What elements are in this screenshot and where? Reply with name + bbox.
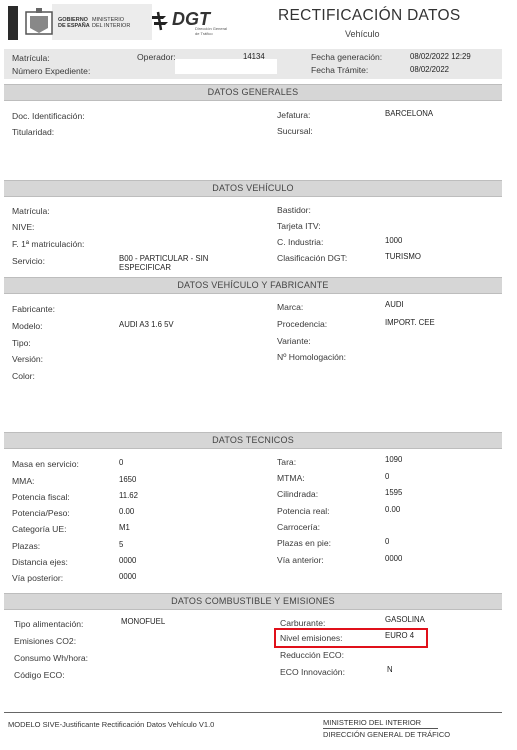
- f-matriculacion-label: F. 1ª matriculación:: [12, 239, 85, 249]
- modelo-label: Modelo:: [12, 321, 43, 331]
- coat-of-arms-icon: [24, 8, 54, 38]
- gobierno-text: GOBIERNO DE ESPAÑA: [58, 17, 90, 29]
- tipo-label: Tipo:: [12, 338, 31, 348]
- footer-divider: [4, 712, 502, 713]
- distancia-ejes-value: 0000: [119, 556, 137, 565]
- potencia-fiscal-value: 11.62: [119, 491, 138, 500]
- tarjeta-itv-label: Tarjeta ITV:: [277, 221, 321, 231]
- plazas-label: Plazas:: [12, 541, 41, 551]
- carburante-label: Carburante:: [280, 618, 326, 628]
- procedencia-label: Procedencia:: [277, 319, 328, 329]
- plazas-value: 5: [119, 540, 124, 549]
- tipo-alimentacion-value: MONOFUEL: [121, 617, 166, 626]
- spain-emblem-icon: [8, 6, 18, 40]
- info-fecha-generacion-label: Fecha generación:: [311, 52, 383, 62]
- cilindrada-value: 1595: [385, 488, 403, 497]
- vehiculo-matricula-label: Matrícula:: [12, 206, 50, 216]
- jefatura-value: BARCELONA: [385, 109, 434, 118]
- info-fecha-tramite-label: Fecha Trámite:: [311, 65, 369, 75]
- info-redaction: [175, 59, 277, 74]
- jefatura-label: Jefatura:: [277, 110, 311, 120]
- nivel-emisiones-label: Nivel emisiones:: [280, 633, 343, 643]
- info-fecha-generacion-value: 08/02/2022 12:29: [410, 52, 471, 61]
- tara-label: Tara:: [277, 457, 297, 467]
- titularidad-label: Titularidad:: [12, 127, 55, 137]
- info-expediente-label: Número Expediente:: [12, 66, 91, 76]
- footer-left-text: MODELO SIVE-Justificante Rectificación Datos Vehículo V1.0: [8, 720, 215, 729]
- c-industria-label: C. Industria:: [277, 237, 324, 247]
- potencia-fiscal-label: Potencia fiscal:: [12, 492, 70, 502]
- info-operador-label: Operador:: [137, 52, 176, 62]
- consumo-label: Consumo Wh/hora:: [14, 653, 89, 663]
- eco-innovacion-label: ECO Innovación:: [280, 667, 345, 677]
- bastidor-label: Bastidor:: [277, 205, 311, 215]
- c-industria-value: 1000: [385, 236, 403, 245]
- potencia-peso-value: 0.00: [119, 507, 135, 516]
- section-datos-fabricante: DATOS VEHÍCULO Y FABRICANTE: [4, 277, 502, 294]
- plazas-pie-value: 0: [385, 537, 390, 546]
- categoria-label: Categoría UE:: [12, 524, 67, 534]
- sucursal-label: Sucursal:: [277, 126, 313, 136]
- via-anterior-value: 0000: [385, 554, 403, 563]
- procedencia-value: IMPORT. CEE: [385, 318, 435, 327]
- version-label: Versión:: [12, 354, 44, 364]
- via-posterior-label: Vía posterior:: [12, 573, 64, 583]
- tipo-alimentacion-label: Tipo alimentación:: [14, 619, 84, 629]
- carroceria-label: Carrocería:: [277, 522, 320, 532]
- mtma-value: 0: [385, 472, 390, 481]
- categoria-value: M1: [119, 523, 130, 532]
- emisiones-co2-label: Emisiones CO2:: [14, 636, 77, 646]
- info-operador-value: 14134: [243, 52, 265, 61]
- info-fecha-tramite-value: 08/02/2022: [410, 65, 450, 74]
- modelo-value: AUDI A3 1.6 5V: [119, 320, 174, 329]
- servicio-value: B00 - PARTICULAR - SIN ESPECIFICAR: [119, 254, 209, 272]
- clasificacion-value: TURISMO: [385, 252, 421, 261]
- clasificacion-label: Clasificación DGT:: [277, 253, 348, 263]
- via-posterior-value: 0000: [119, 572, 137, 581]
- ministerio-text: MINISTERIO DEL INTERIOR: [92, 17, 131, 29]
- potencia-peso-label: Potencia/Peso:: [12, 508, 70, 518]
- page-subtitle: Vehículo: [345, 29, 380, 39]
- variante-label: Variante:: [277, 336, 311, 346]
- marca-value: AUDI: [385, 300, 404, 309]
- nive-label: NIVE:: [12, 222, 35, 232]
- dgt-logo-text: DGT: [172, 9, 210, 29]
- section-datos-tecnicos: DATOS TECNICOS: [4, 432, 502, 449]
- mma-value: 1650: [119, 475, 137, 484]
- footer-right-1: MINISTERIO DEL INTERIOR: [323, 718, 422, 727]
- marca-label: Marca:: [277, 302, 304, 312]
- color-label: Color:: [12, 371, 35, 381]
- page-title: RECTIFICACIÓN DATOS: [278, 7, 461, 24]
- masa-value: 0: [119, 458, 124, 467]
- dgt-logo-icon: [150, 10, 172, 32]
- nivel-emisiones-value: EURO 4: [385, 631, 415, 640]
- section-datos-vehiculo: DATOS VEHÍCULO: [4, 180, 502, 197]
- reduccion-eco-label: Reducción ECO:: [280, 650, 345, 660]
- cilindrada-label: Cilindrada:: [277, 489, 319, 499]
- potencia-real-value: 0.00: [385, 505, 401, 514]
- mma-label: MMA:: [12, 476, 35, 486]
- tara-value: 1090: [385, 455, 403, 464]
- servicio-label: Servicio:: [12, 256, 45, 266]
- homologacion-label: Nº Homologación:: [277, 352, 347, 362]
- via-anterior-label: Vía anterior:: [277, 555, 324, 565]
- codigo-eco-label: Código ECO:: [14, 670, 65, 680]
- footer-right-underline: [323, 728, 438, 729]
- distancia-ejes-label: Distancia ejes:: [12, 557, 68, 567]
- section-datos-generales: DATOS GENERALES: [4, 84, 502, 101]
- plazas-pie-label: Plazas en pie:: [277, 538, 331, 548]
- masa-label: Masa en servicio:: [12, 459, 79, 469]
- footer-right-2: DIRECCIÓN GENERAL DE TRÁFICO: [323, 730, 451, 739]
- eco-innovacion-value: N: [387, 665, 393, 674]
- potencia-real-label: Potencia real:: [277, 506, 330, 516]
- fabricante-label: Fabricante:: [12, 304, 55, 314]
- mtma-label: MTMA:: [277, 473, 305, 483]
- dgt-subtitle: Dirección General de Tráfico: [195, 26, 228, 36]
- carburante-value: GASOLINA: [385, 615, 425, 624]
- info-matricula-label: Matrícula:: [12, 53, 50, 63]
- doc-identificacion-label: Doc. Identificación:: [12, 111, 85, 121]
- section-datos-combustible: DATOS COMBUSTIBLE Y EMISIONES: [4, 593, 502, 610]
